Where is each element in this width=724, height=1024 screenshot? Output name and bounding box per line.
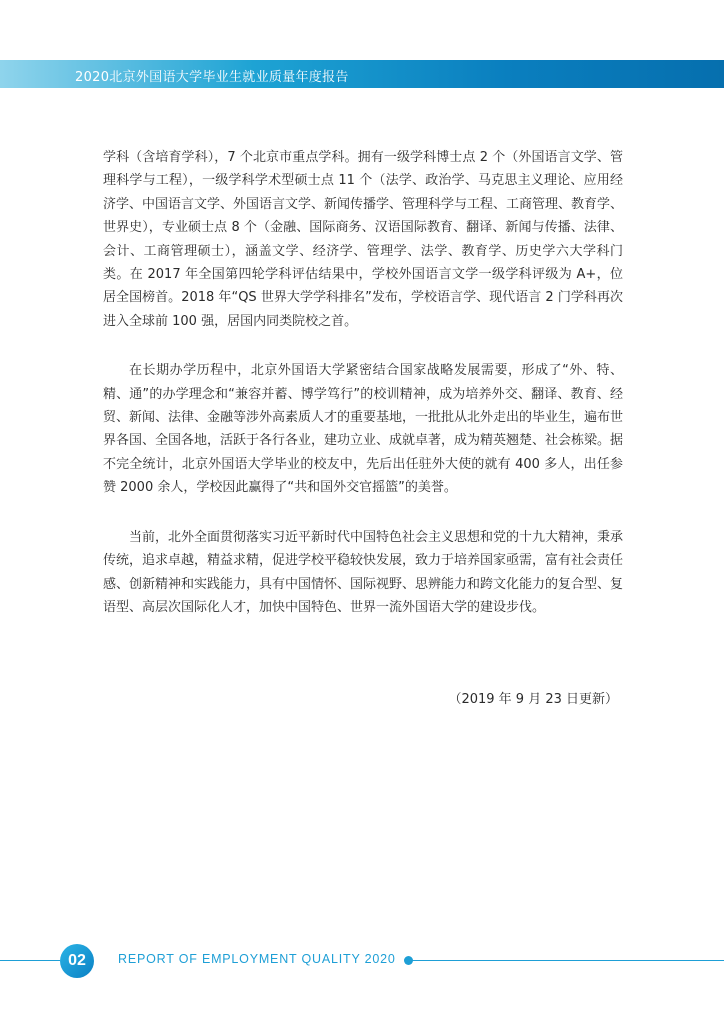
update-date: （2019 年 9 月 23 日更新） — [448, 692, 618, 707]
paragraph-current: 当前，北外全面贯彻落实习近平新时代中国特色社会主义思想和党的十九大精神，秉承传统，追求卓越，精益求精，促进学校平稳较快发展，致力于培养国家亟需，富有社会责任感、创新精神和实践能力，具有中国情怀、国际视野、思辨能力和跨文化能力的复合型、复语型、高层次国际化人才，加快中国特色、世界一流外国语大学的建设步伐。 — [103, 529, 624, 615]
page-footer — [0, 940, 724, 980]
report-header-title: 2020北京外国语大学毕业生就业质量年度报告 — [75, 70, 349, 85]
paragraph-disciplines: 学科（含培育学科），7 个北京市重点学科。拥有一级学科博士点 2 个（外国语言文学、管理科学与工程），一级学科学术型硕士点 11 个（法学、政治学、马克思主义理论、应用经济学、中国语言文学、外国语言文学、新闻传播学、管理科学与工程、工商管理、教育学、世界史），专业硕士点 8 个（金融、国际商务、汉语国际教育、翻译、新闻与传播、法律、会计、工商管理硕士），涵盖文学、经济学、管理学、法学、教育学、历史学六大学科门类。在 2017 年全国第四轮学科评估结果中，学校外国语言文学一级学科评级为 A+，位居全国榜首。2018 年“QS 世界大学学科排名”发布，学校语言学、现代语言 2 门学科再次进入全球前 100 强，居国内同类院校之首。 — [103, 150, 624, 329]
footer-divider-right — [410, 960, 724, 961]
footer-report-title: REPORT OF EMPLOYMENT QUALITY 2020 — [118, 952, 396, 966]
footer-divider-left — [0, 960, 60, 961]
header-band — [0, 60, 724, 88]
paragraph-history: 在长期办学历程中，北京外国语大学紧密结合国家战略发展需要，形成了“外、特、精、通”的办学理念和“兼容并蓄、博学笃行”的校训精神，成为培养外交、翻译、教育、经贸、新闻、法律、金融等涉外高素质人才的重要基地，一批批从北外走出的毕业生，遍布世界各国、全国各地，活跃于各行各业，建功立业、成就卓著，成为精英翘楚、社会栋梁。据不完全统计，北京外国语大学毕业的校友中，先后出任驻外大使的就有 400 多人，出任参赞 2000 余人，学校因此赢得了“共和国外交官摇篮”的美誉。 — [103, 363, 624, 496]
page-number-badge: 02 — [60, 944, 94, 978]
body-content — [103, 146, 623, 645]
